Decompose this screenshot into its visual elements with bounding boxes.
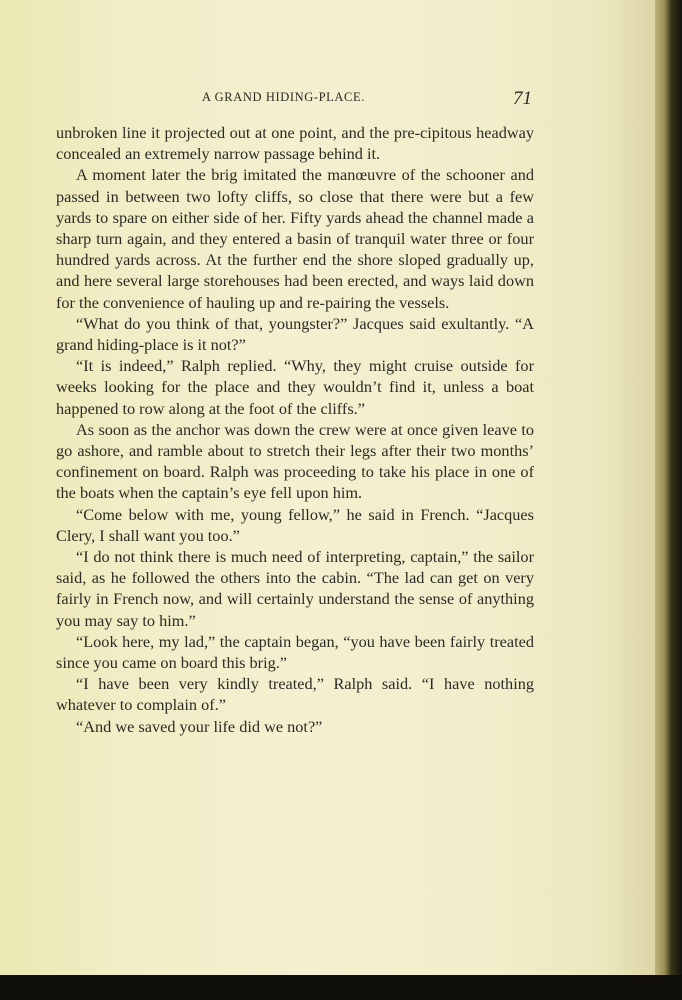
paragraph-continued: unbroken line it projected out at one point, and the pre-cipitous headway concealed an extremely narrow passage behind it. [56,123,534,164]
running-head: A GRAND HIDING-PLACE. [202,90,365,104]
paragraph: “I have been very kindly treated,” Ralph said. “I have nothing whatever to complain of.” [56,674,534,715]
paragraph: “It is indeed,” Ralph replied. “Why, they might cruise outside for weeks looking for the place and they wouldn’t find it, unless a boat happened to row along at the foot of the cliffs.” [56,356,534,418]
paragraph: “Look here, my lad,” the captain began, “you have been fairly treated since you came on board this brig.” [56,631,534,673]
paragraph: “I do not think there is much need of interpreting, captain,” the sailor said, as he followed the others into the cabin. “The lad can get on very fairly in French now, and will certainly understand the sense of anything you may say to him.” [56,547,534,630]
page-number: 71 [513,88,532,109]
paragraph: As soon as the anchor was down the crew were at once given leave to go ashore, and ramble about to stretch their legs after their two months’ confinement on board. Ralph was proceeding to take his place in one of the boats when the captain’s eye fell upon him. [56,419,534,503]
body-text [56,122,534,737]
paragraph: “And we saved your life did we not?” [76,716,323,736]
paragraph: A moment later the brig imitated the manœuvre of the schooner and passed in between two lofty cliffs, so close that there were but a few yards to spare on either side of her. Fifty yards ahead the channel made a sharp turn again, and they entered a basin of tranquil water three or four hundred yards across. At the further end the shore sloped gradually up, and here several large storehouses had been erected, and ways laid down for the convenience of hauling up and re-pairing the vessels. [56,165,534,312]
scan-border [0,975,682,1000]
paragraph: “What do you think of that, youngster?” Jacques said exultantly. “A grand hiding-place is it not?” [56,313,534,355]
paragraph: “Come below with me, young fellow,” he said in French. “Jacques Clery, I shall want you too.” [56,504,534,545]
page-edge [655,0,682,975]
